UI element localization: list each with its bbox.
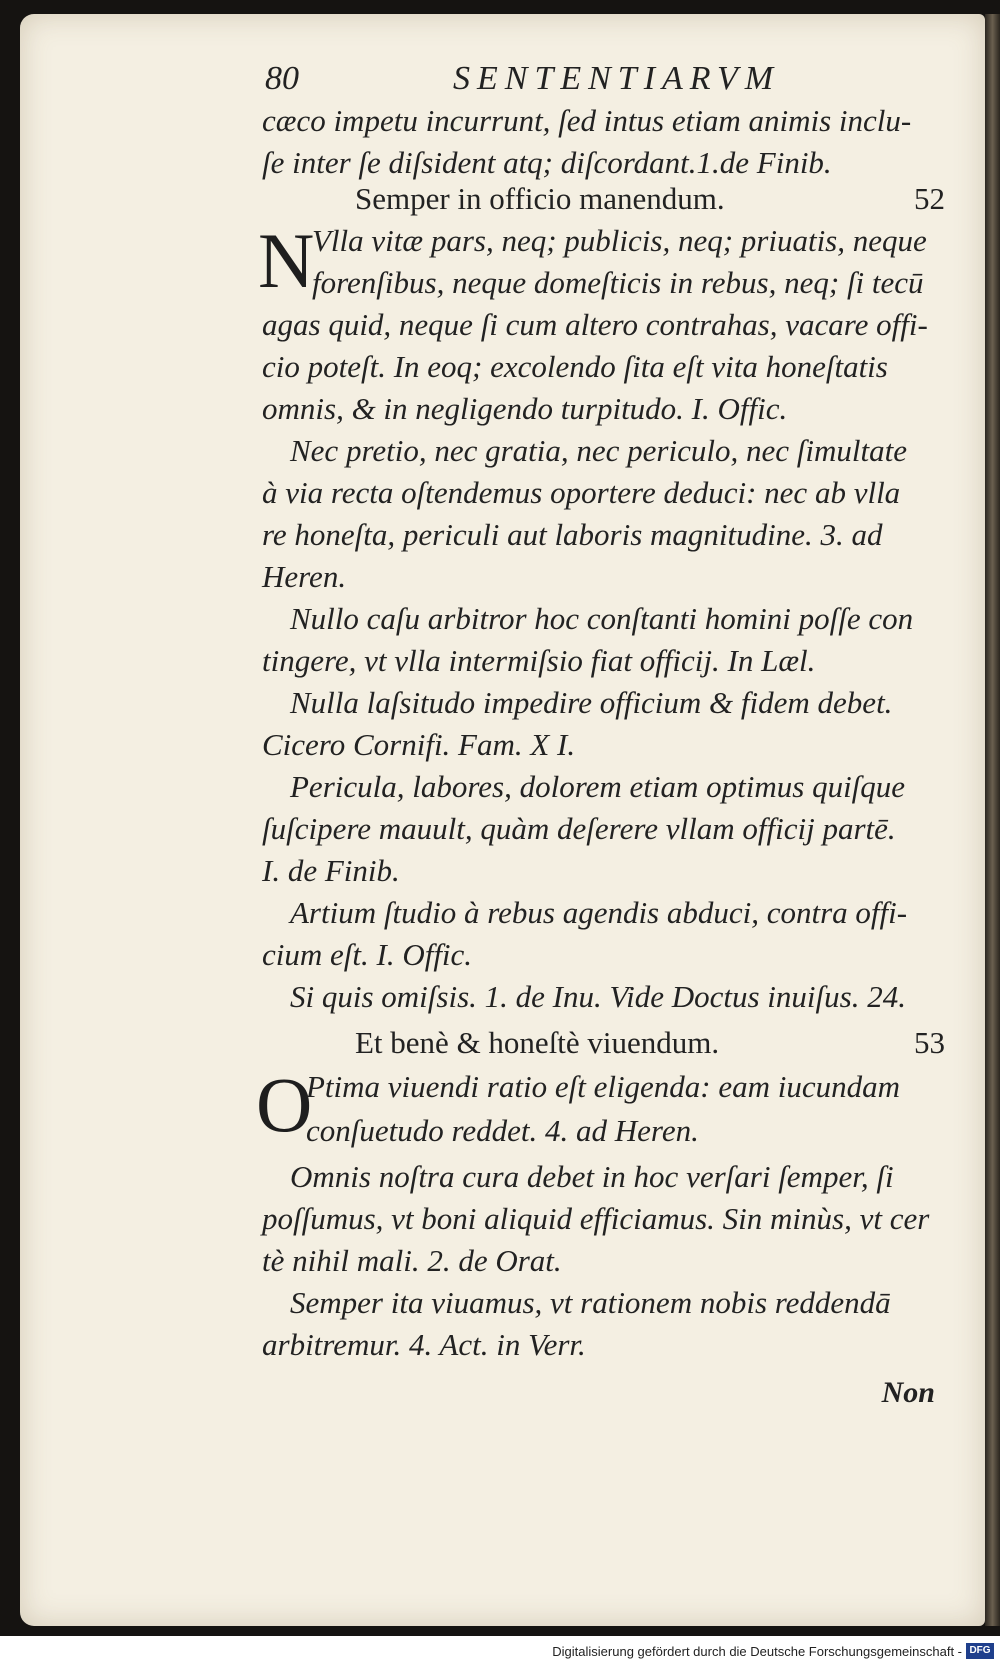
section-number: 53 [914, 1025, 945, 1060]
text-line: arbitremur. 4. Act. in Verr. [262, 1327, 586, 1362]
text-line: tè nihil mali. 2. de Orat. [262, 1243, 562, 1278]
text-line: cium eſt. I. Offic. [262, 937, 473, 972]
text-line: re honeſta, periculi aut laboris magnitudine. 3. ad [262, 517, 883, 552]
text-line: forenſibus, neque domeſticis in rebus, neq; ſi tecū [312, 265, 924, 300]
text-line: Ptima viuendi ratio eſt eligenda: eam iucundam [306, 1069, 901, 1104]
page-number: 80 [265, 60, 299, 97]
text-line: Omnis noſtra cura debet in hoc verſari ſemper, ſi [290, 1159, 894, 1194]
text-line: conſuetudo reddet. 4. ad Heren. [306, 1113, 699, 1148]
text-line: Artium ſtudio à rebus agendis abduci, contra offi- [290, 895, 908, 930]
text-line: Vlla vitæ pars, neq; publicis, neq; priuatis, neque [312, 223, 927, 258]
text-line: Si quis omiſsis. 1. de Inu. Vide Doctus inuiſus. 24. [290, 979, 906, 1014]
section-title: Et benè & honeſtè viuendum. [355, 1025, 720, 1060]
digitization-footer [0, 1636, 1000, 1670]
text-line: agas quid, neque ſi cum altero contrahas, vacare offi- [262, 307, 928, 342]
text-line: cio poteſt. In eoq; excolendo ſita eſt vita honeſtatis [262, 349, 888, 384]
text-line: poſſumus, vt boni aliquid efficiamus. Sin minùs, vt cer [262, 1201, 930, 1236]
text-line: Cicero Cornifi. Fam. X I. [262, 727, 576, 762]
text-line: I. de Finib. [262, 853, 400, 888]
text-line: Semper ita viuamus, vt rationem nobis reddendā [290, 1285, 891, 1320]
text-line: tingere, vt vlla intermiſsio fiat officij. In Læl. [262, 643, 816, 678]
text-line: Nulla laſsitudo impedire officium & fidem debet. [290, 685, 893, 720]
book-spine [985, 14, 1000, 1626]
section-heading [355, 178, 945, 220]
text-line: ſuſcipere mauult, quàm deſerere vllam officij partē. [262, 811, 896, 846]
footer-text: Digitalisierung gefördert durch die Deutsche Forschungsgemeinschaft - [552, 1644, 962, 1659]
section-heading [355, 1022, 945, 1064]
text-line: omnis, & in negligendo turpitudo. I. Offic. [262, 391, 788, 426]
text-line: Heren. [262, 559, 347, 594]
text-line: Pericula, labores, dolorem etiam optimus quiſque [290, 769, 906, 804]
section-title: Semper in officio manendum. [355, 181, 725, 216]
text-line: ſe inter ſe diſsident atq; diſcordant.1.de Finib. [262, 145, 832, 180]
text-line: cæco impetu incurrunt, ſed intus etiam animis inclu- [262, 103, 912, 138]
dfg-logo: DFG [966, 1643, 994, 1659]
running-title: SENTENTIARVM [453, 60, 781, 97]
text-line: Nec pretio, nec gratia, nec periculo, nec ſimultate [290, 433, 907, 468]
page-header [265, 60, 825, 104]
catchword: Non [881, 1376, 935, 1409]
text-line: Nullo caſu arbitror hoc conſtanti homini poſſe con [290, 601, 914, 636]
section-number: 52 [914, 181, 945, 216]
drop-cap: N [258, 217, 315, 304]
drop-cap: O [256, 1061, 313, 1148]
text-line: à via recta oſtendemus oportere deduci: nec ab vlla [262, 475, 901, 510]
